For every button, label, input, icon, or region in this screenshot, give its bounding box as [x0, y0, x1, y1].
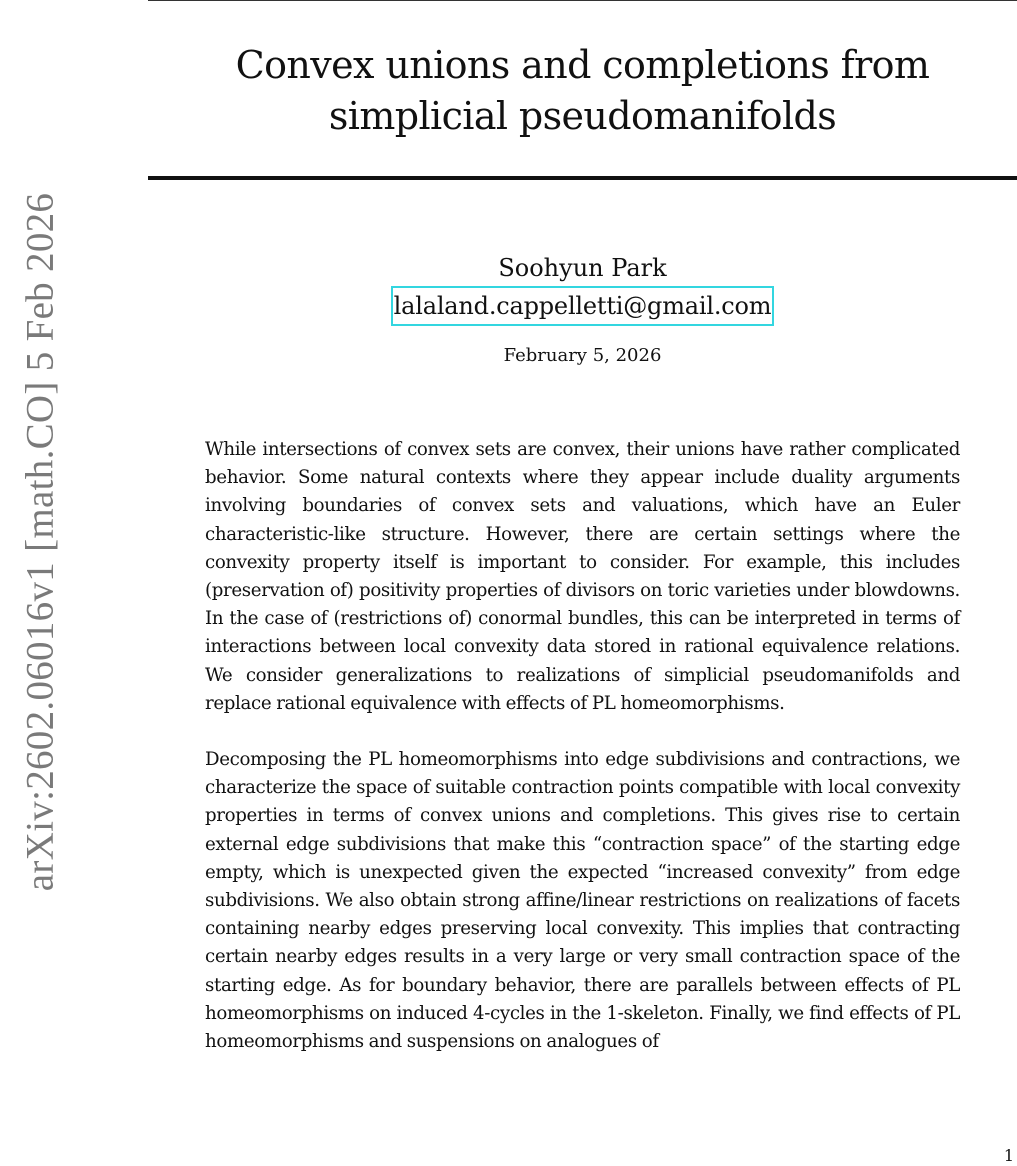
title-top-rule [148, 0, 1017, 1]
paper-title: Convex unions and completions from simplicial pseudomanifolds [235, 43, 930, 138]
abstract-paragraph-1: While intersections of convex sets are convex, their unions have rather complicated behavior. Some natural contexts where they appear include duality arguments involving boundaries of convex sets and valuations, which have an Euler characteristic-like structure. However, there are certain settings where the convexity property itself is important to consider. For example, this includes (preservation of) positivity properties of divisors on toric varieties under blowdowns. In the case of (restrictions of) conormal bundles, this can be interpreted in terms of interactions between local convexity data stored in rational equivalence relations. We consider generalizations to realizations of simplicial pseudomanifolds and replace rational equivalence with effects of PL homeomorphisms. [205, 439, 960, 714]
author-email-container [148, 286, 1017, 326]
abstract [205, 436, 960, 1084]
page-number: 1 [1003, 1146, 1014, 1165]
paper-date: February 5, 2026 [503, 345, 662, 366]
author-name: Soohyun Park [498, 254, 667, 282]
abstract-paragraph-2: Decomposing the PL homeomorphisms into edge subdivisions and contractions, we characterize the space of suitable contraction points compatible with local convexity properties in terms of convex unions and completions. This gives rise to certain external edge subdivisions that make this “contraction space” of the starting edge empty, which is unexpected given the expected “increased convexity” from edge subdivisions. We also obtain strong affine/linear restrictions on realizations of facets containing nearby edges preserving local convexity. This implies that contracting certain nearby edges results in a very large or very small contraction space of the starting edge. As for boundary behavior, there are parallels between effects of PL homeomorphisms on induced 4-cycles in the 1-skeleton. Finally, we find effects of PL homeomorphisms and suspensions on analogues of [205, 749, 960, 1053]
title-bottom-rule [148, 176, 1017, 180]
arxiv-identifier-stamp: arXiv:2602.06016v1 [math.CO] 5 Feb 2026 [18, 192, 62, 892]
author-email-link[interactable]: lalaland.cappelletti@gmail.com [391, 286, 775, 326]
